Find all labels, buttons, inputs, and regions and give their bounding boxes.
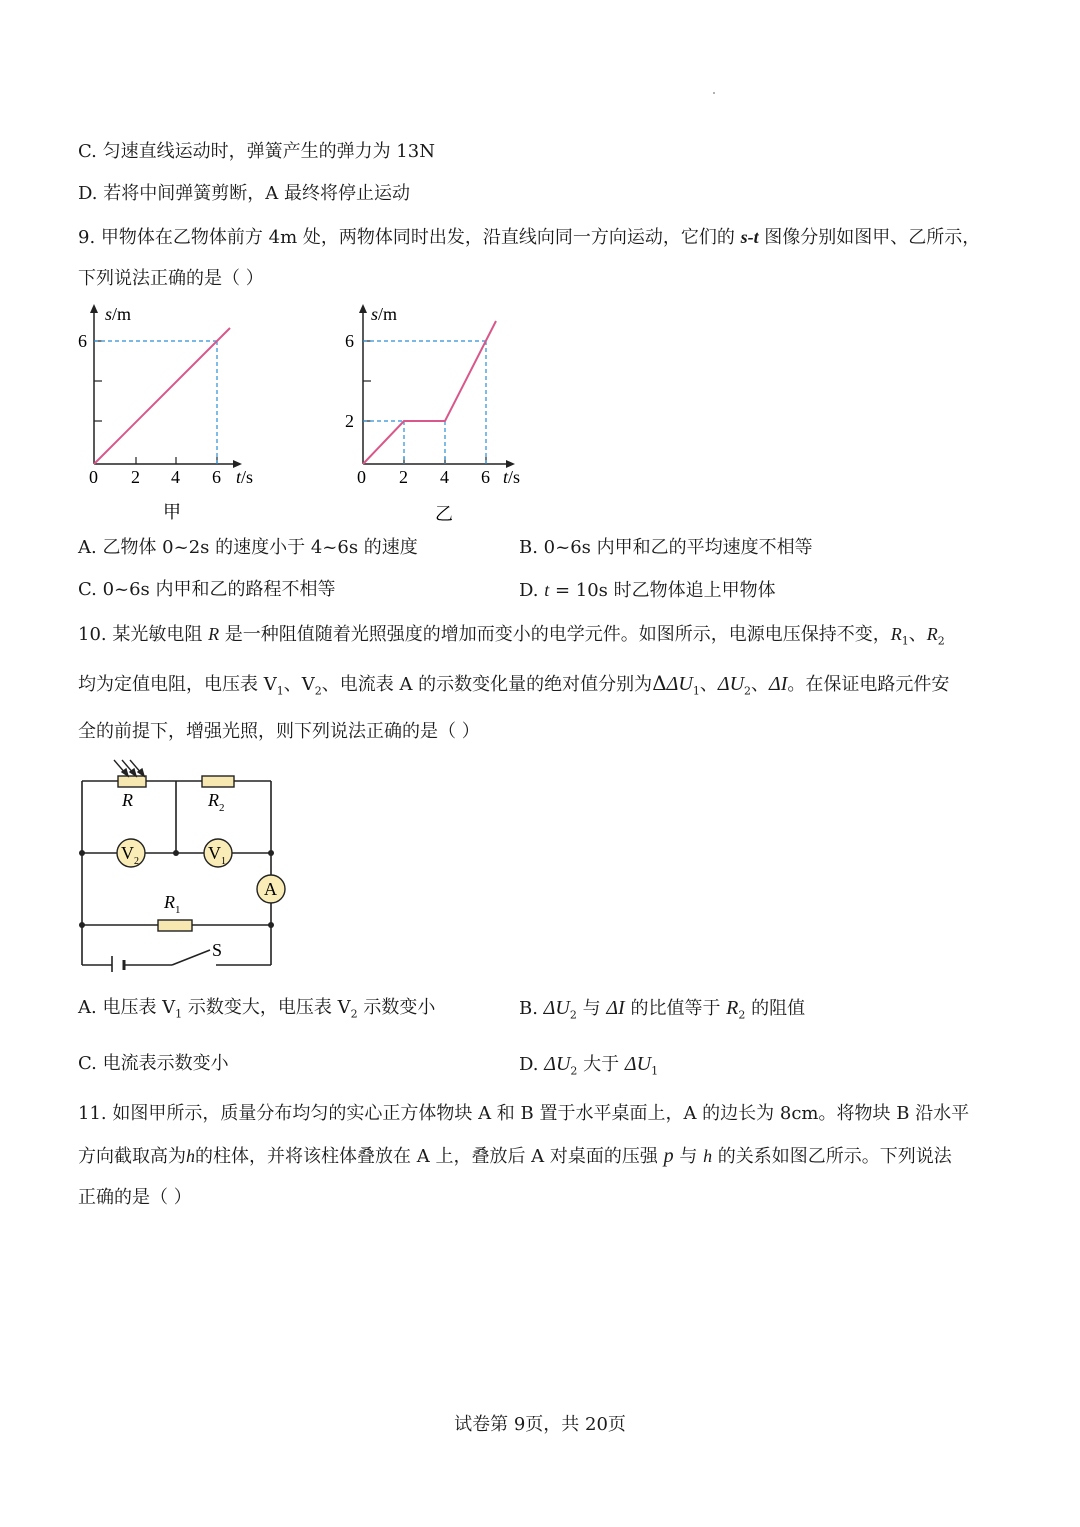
q10-option-c[interactable]: C. 电流表示数变小 [78,1053,229,1074]
x-tick-label: 2 [399,467,408,487]
graph-yi [343,300,543,530]
label-v2: $V_2$ [121,843,139,867]
circuit-diagram [74,752,294,972]
q9-option-c[interactable]: C. 0~6s 内甲和乙的路程不相等 [78,579,336,600]
x-tick-label: 0 [357,467,366,487]
q9-option-a[interactable]: A. 乙物体 0~2s 的速度小于 4~6s 的速度 [78,537,418,558]
label-switch-s: S [212,940,223,960]
q11-stem-line1: 11. 如图甲所示，质量分布均匀的实心正方体物块 A 和 B 置于水平桌面上，A 的边长为 8cm。将物块 B 沿水平 [78,1103,970,1124]
scan-dot [713,92,715,94]
y-tick-label: 6 [78,331,87,351]
x-tick-label: 4 [171,467,180,487]
photoresistor-r [118,776,146,787]
series-line-jia [94,328,230,464]
label-r2: $R_2$ [208,790,225,814]
y-axis-arrow-icon [90,304,98,313]
junction-dot [268,922,274,928]
x-tick-label: 4 [440,467,449,487]
q11-stem-line2: 方向截取高为h的柱体，并将该柱体叠放在 A 上，叠放后 A 对桌面的压强 p 与 h 的关系如图乙所示。下列说法 [78,1145,952,1167]
x-axis-label: t/s [236,467,254,487]
resistor-r1 [158,920,192,931]
junction-dot [173,850,179,856]
q10-stem-line2: 均为定值电阻，电压表 $V_1$、$V_2$、电流表 A 的示数变化量的绝对值分别为$\Delta\Delta U_1$、$\Delta U_2$、ΔI。在保证电路元件安 [78,671,950,698]
series-line-yi [363,321,496,464]
x-tick-label: 0 [89,467,98,487]
q8-option-c[interactable]: C. 匀速直线运动时，弹簧产生的弹力为 13N [78,141,435,162]
q9-stem-line1: 9. 甲物体在乙物体前方 4m 处，两物体同时出发，沿直线向同一方向运动，它们的 s-t 图像分别如图甲、乙所示， [78,227,981,248]
q9-option-d[interactable]: D. t = 10s 时乙物体追上甲物体 [519,580,776,601]
junction-dot [79,922,85,928]
q10-option-a[interactable]: A. 电压表 $V_1$ 示数变大，电压表 $V_2$ 示数变小 [78,997,436,1021]
x-tick-label: 2 [131,467,140,487]
label-a: A [264,879,277,899]
y-axis-label: s/m [105,304,132,324]
x-tick-label: 6 [481,467,490,487]
y-axis-label: s/m [371,304,398,324]
q11-stem-line3: 正确的是（ ） [78,1187,192,1208]
label-v1: $V_1$ [208,843,226,867]
q9-option-b[interactable]: B. 0~6s 内甲和乙的平均速度不相等 [519,537,813,558]
page-footer: 试卷第 9页，共 20页 [454,1414,626,1435]
label-r: R [122,790,133,810]
graph-jia [78,300,278,530]
y-tick-label: 6 [345,331,354,351]
label-r1: $R_1$ [164,892,181,916]
q9-stem-line2: 下列说法正确的是（ ） [78,268,264,289]
junction-dot [79,850,85,856]
q8-option-d[interactable]: D. 若将中间弹簧剪断，A 最终将停止运动 [78,183,410,204]
x-axis-label: t/s [503,467,521,487]
y-axis-arrow-icon [359,304,367,313]
resistor-r2 [202,776,234,787]
light-arrows-icon [114,760,144,776]
q10-option-b[interactable]: B. $\Delta U_2$ 与 ΔI 的比值等于 $R_2$ 的阻值 [519,997,806,1022]
x-tick-label: 6 [212,467,221,487]
graph-caption: 乙 [435,504,453,524]
q10-stem-line3: 全的前提下，增强光照，则下列说法正确的是（ ） [78,721,480,742]
q10-stem-line1: 10. 某光敏电阻 R 是一种阻值随着光照强度的增加而变小的电学元件。如图所示，电源电压保持不变，$R_1$、$R_2$ [78,624,945,648]
junction-dot [268,850,274,856]
q10-option-d[interactable]: D. $\Delta U_2$ 大于 $\Delta U_1$ [519,1053,659,1078]
y-tick-label: 2 [345,411,354,431]
graph-caption: 甲 [163,502,181,522]
